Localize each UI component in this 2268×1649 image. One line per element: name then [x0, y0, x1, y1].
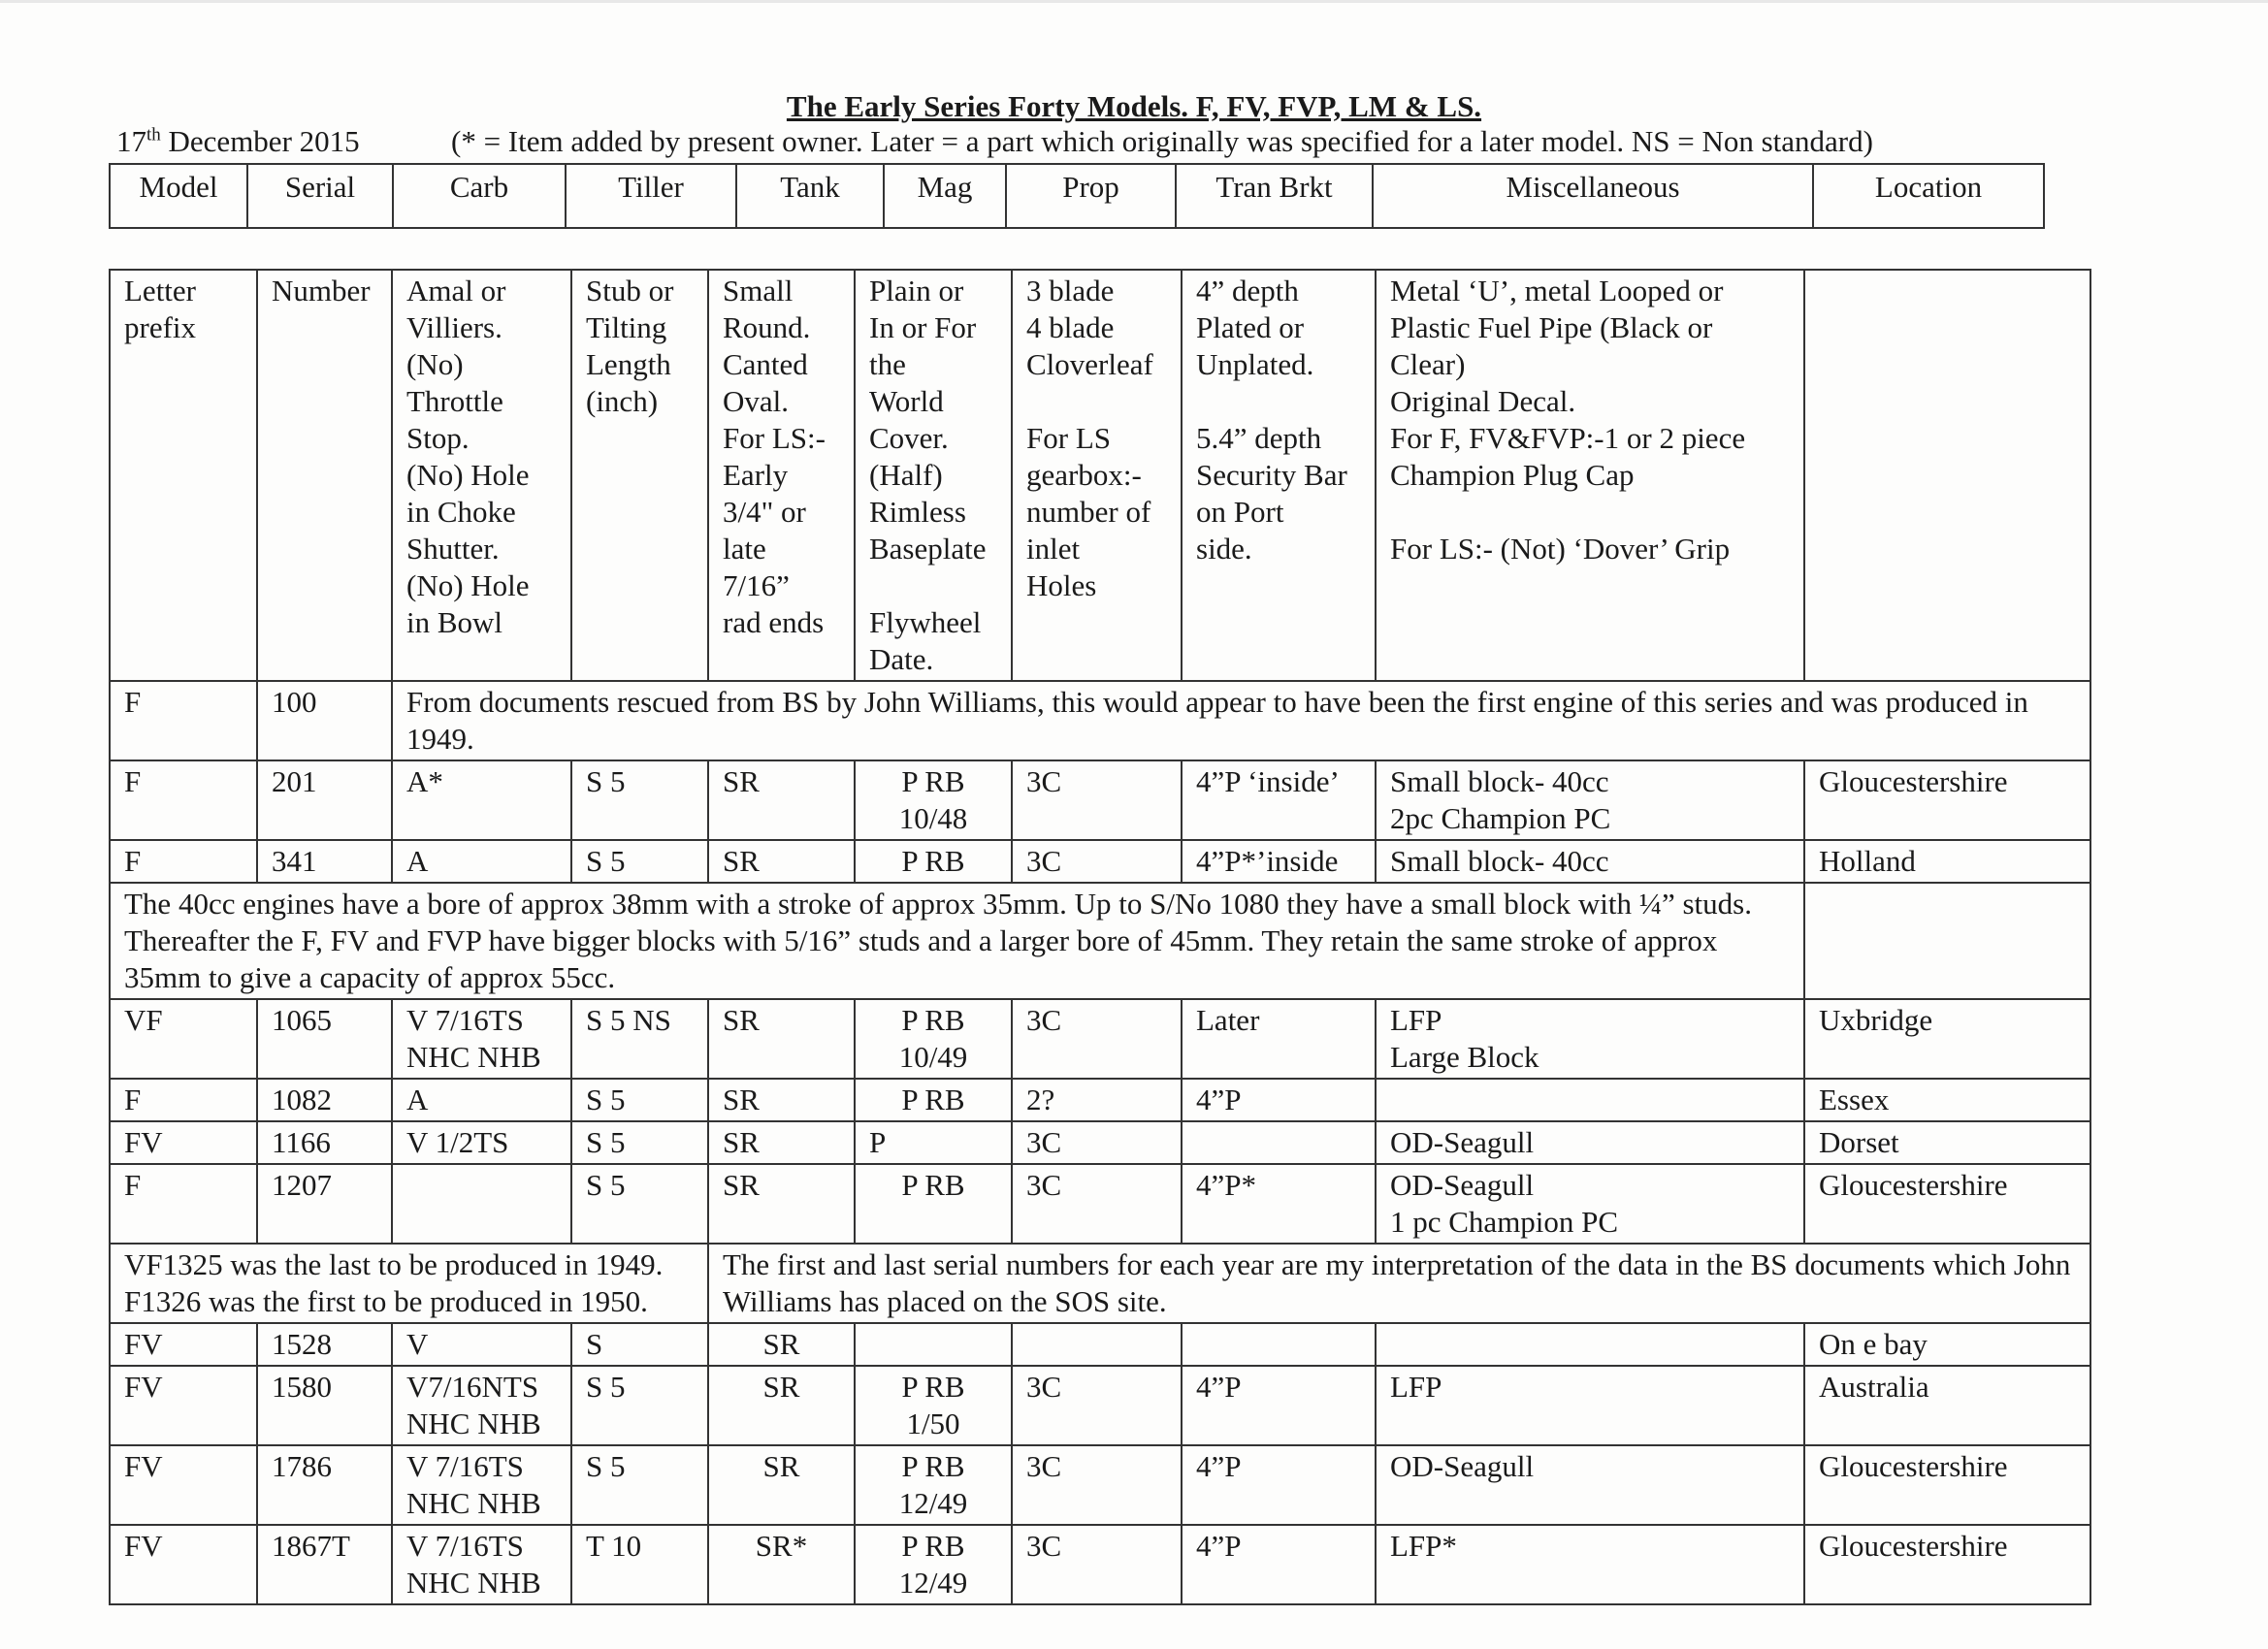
cell-location — [1804, 883, 2090, 999]
header-tiller: Tiller — [566, 164, 736, 228]
cell-tiller: S 5 — [571, 760, 708, 840]
cell-tank: SR — [708, 1323, 855, 1366]
cell-location: Gloucestershire — [1804, 1164, 2090, 1244]
key-mag: Plain or In or For the World Cover. (Half) Rimless Baseplate Flywheel Date. — [855, 270, 1012, 681]
key-tiller: Stub or Tilting Length (inch) — [571, 270, 708, 681]
cell-carb: V 7/16TS NHC NHB — [392, 1445, 571, 1525]
cell-serial: 1082 — [257, 1079, 392, 1121]
cell-location: Holland — [1804, 840, 2090, 883]
cell-mag: P RB — [855, 1164, 1012, 1244]
cell-miscellaneous — [1376, 1079, 1804, 1121]
cell-tank: SR — [708, 1079, 855, 1121]
cell-carb: V7/16NTS NHC NHB — [392, 1366, 571, 1445]
cell-mag: P RB 1/50 — [855, 1366, 1012, 1445]
cell-tank: SR* — [708, 1525, 855, 1604]
header-mag: Mag — [884, 164, 1006, 228]
cell-model: F — [110, 1164, 257, 1244]
table-row — [110, 1445, 2090, 1525]
cell-carb: V 1/2TS — [392, 1121, 571, 1164]
cell-carb: A* — [392, 760, 571, 840]
cell-mag: P RB — [855, 1079, 1012, 1121]
table-row — [110, 1366, 2090, 1445]
table-row — [110, 681, 2090, 760]
cell-tran-brkt: 4”P — [1182, 1445, 1376, 1525]
cell-tank: SR — [708, 1164, 855, 1244]
cell-model: FV — [110, 1525, 257, 1604]
cell-location: Gloucestershire — [1804, 1445, 2090, 1525]
cell-tiller: S 5 — [571, 1121, 708, 1164]
table-row — [110, 840, 2090, 883]
header-miscellaneous: Miscellaneous — [1373, 164, 1813, 228]
cell-model: VF — [110, 999, 257, 1079]
cell-miscellaneous: OD-Seagull 1 pc Champion PC — [1376, 1164, 1804, 1244]
cell-serial: 341 — [257, 840, 392, 883]
document-date: 17th December 2015 — [116, 124, 360, 158]
cell-mag: P RB 12/49 — [855, 1445, 1012, 1525]
key-row — [110, 270, 2090, 681]
cell-location: Uxbridge — [1804, 999, 2090, 1079]
header-model: Model — [110, 164, 247, 228]
cell-miscellaneous: OD-Seagull — [1376, 1445, 1804, 1525]
cell-tank: SR — [708, 840, 855, 883]
column-header-table — [109, 163, 2045, 229]
cell-prop: 2? — [1012, 1079, 1182, 1121]
scan-edge — [0, 0, 2268, 3]
cell-mag: P RB 10/48 — [855, 760, 1012, 840]
note-40cc-engines: The 40cc engines have a bore of approx 38mm with a stroke of approx 35mm. Up to S/No 1080 they have a small block with ¼” studs. Thereafter the F, FV and FVP have bigger blocks with 5/16” studs and a larger bore of 45mm. They retain the same stroke of approx 35mm to give a capacity of approx 55cc. — [110, 883, 1804, 999]
cell-mag — [855, 1323, 1012, 1366]
cell-carb: A — [392, 840, 571, 883]
cell-location: Essex — [1804, 1079, 2090, 1121]
cell-model: FV — [110, 1445, 257, 1525]
key-tran-brkt: 4” depth Plated or Unplated. 5.4” depth Security Bar on Port side. — [1182, 270, 1376, 681]
cell-tran-brkt: 4”P*’inside — [1182, 840, 1376, 883]
table-row — [110, 1525, 2090, 1604]
header-serial: Serial — [247, 164, 393, 228]
cell-carb: V — [392, 1323, 571, 1366]
note-serial-interpretation: The first and last serial numbers for each year are my interpretation of the data in the BS documents which John Williams has placed on the SOS site. — [708, 1244, 2090, 1323]
table-row — [110, 1323, 2090, 1366]
cell-prop — [1012, 1323, 1182, 1366]
cell-tank: SR — [708, 999, 855, 1079]
key-model: Letter prefix — [110, 270, 257, 681]
key-tank: Small Round. Canted Oval. For LS:- Early 3/4" or late 7/16” rad ends — [708, 270, 855, 681]
cell-prop: 3C — [1012, 1121, 1182, 1164]
cell-tran-brkt: 4”P — [1182, 1366, 1376, 1445]
table-row — [110, 1121, 2090, 1164]
cell-note: From documents rescued from BS by John Williams, this would appear to have been the first engine of this series and was produced in 1949. — [392, 681, 2090, 760]
table-row — [110, 999, 2090, 1079]
cell-tiller: S 5 NS — [571, 999, 708, 1079]
cell-model: F — [110, 1079, 257, 1121]
key-carb: Amal or Villiers. (No) Throttle Stop. (No) Hole in Choke Shutter. (No) Hole in Bowl — [392, 270, 571, 681]
cell-model: F — [110, 681, 257, 760]
key-location — [1804, 270, 2090, 681]
cell-tiller: S 5 — [571, 1445, 708, 1525]
cell-tran-brkt: Later — [1182, 999, 1376, 1079]
legend-note: (* = Item added by present owner. Later = a part which originally was specified for a later model. NS = Non standard) — [451, 124, 1873, 158]
cell-tiller: S 5 — [571, 1164, 708, 1244]
cell-miscellaneous: OD-Seagull — [1376, 1121, 1804, 1164]
cell-tran-brkt — [1182, 1121, 1376, 1164]
document-title: The Early Series Forty Models. F, FV, FVP, LM & LS. — [786, 89, 1482, 123]
cell-location: Gloucestershire — [1804, 760, 2090, 840]
note-row — [110, 1244, 2090, 1323]
subtitle-line — [116, 124, 2057, 159]
cell-serial: 1786 — [257, 1445, 392, 1525]
cell-serial: 1580 — [257, 1366, 392, 1445]
cell-tank: SR — [708, 1121, 855, 1164]
table-row — [110, 760, 2090, 840]
note-row — [110, 883, 2090, 999]
cell-serial: 100 — [257, 681, 392, 760]
header-tran-brkt: Tran Brkt — [1176, 164, 1373, 228]
note-1949-1950: VF1325 was the last to be produced in 1949. F1326 was the first to be produced in 1950. — [110, 1244, 708, 1323]
cell-serial: 201 — [257, 760, 392, 840]
cell-tran-brkt — [1182, 1323, 1376, 1366]
cell-serial: 1166 — [257, 1121, 392, 1164]
cell-serial: 1867T — [257, 1525, 392, 1604]
cell-carb — [392, 1164, 571, 1244]
cell-mag: P RB 10/49 — [855, 999, 1012, 1079]
cell-tiller: S 5 — [571, 1079, 708, 1121]
cell-model: FV — [110, 1323, 257, 1366]
cell-serial: 1207 — [257, 1164, 392, 1244]
cell-serial: 1065 — [257, 999, 392, 1079]
cell-prop: 3C — [1012, 999, 1182, 1079]
header-carb: Carb — [393, 164, 566, 228]
cell-prop: 3C — [1012, 1525, 1182, 1604]
cell-prop: 3C — [1012, 760, 1182, 840]
cell-miscellaneous: LFP* — [1376, 1525, 1804, 1604]
cell-model: FV — [110, 1121, 257, 1164]
cell-serial: 1528 — [257, 1323, 392, 1366]
cell-prop: 3C — [1012, 1366, 1182, 1445]
cell-miscellaneous: LFP — [1376, 1366, 1804, 1445]
cell-model: F — [110, 840, 257, 883]
cell-tiller: S — [571, 1323, 708, 1366]
table-row — [110, 1079, 2090, 1121]
cell-miscellaneous — [1376, 1323, 1804, 1366]
cell-tiller: T 10 — [571, 1525, 708, 1604]
cell-tiller: S 5 — [571, 1366, 708, 1445]
engine-table — [109, 269, 2091, 1605]
key-miscellaneous: Metal ‘U’, metal Looped or Plastic Fuel Pipe (Black or Clear) Original Decal. For F, FV&FVP:-1 or 2 piece Champion Plug Cap For LS:- (Not) ‘Dover’ Grip — [1376, 270, 1804, 681]
cell-location: On e bay — [1804, 1323, 2090, 1366]
cell-carb: V 7/16TS NHC NHB — [392, 1525, 571, 1604]
cell-location: Australia — [1804, 1366, 2090, 1445]
cell-prop: 3C — [1012, 1445, 1182, 1525]
cell-carb: A — [392, 1079, 571, 1121]
table-row — [110, 1164, 2090, 1244]
cell-tran-brkt: 4”P ‘inside’ — [1182, 760, 1376, 840]
cell-model: FV — [110, 1366, 257, 1445]
cell-model: F — [110, 760, 257, 840]
cell-tank: SR — [708, 1445, 855, 1525]
header-location: Location — [1813, 164, 2044, 228]
cell-mag: P — [855, 1121, 1012, 1164]
cell-tiller: S 5 — [571, 840, 708, 883]
cell-prop: 3C — [1012, 1164, 1182, 1244]
cell-tran-brkt: 4”P — [1182, 1079, 1376, 1121]
cell-miscellaneous: Small block- 40cc — [1376, 840, 1804, 883]
cell-tran-brkt: 4”P — [1182, 1525, 1376, 1604]
cell-location: Gloucestershire — [1804, 1525, 2090, 1604]
header-prop: Prop — [1006, 164, 1176, 228]
cell-miscellaneous: Small block- 40cc 2pc Champion PC — [1376, 760, 1804, 840]
cell-carb: V 7/16TS NHC NHB — [392, 999, 571, 1079]
key-serial: Number — [257, 270, 392, 681]
cell-mag: P RB — [855, 840, 1012, 883]
cell-tank: SR — [708, 1366, 855, 1445]
cell-miscellaneous: LFP Large Block — [1376, 999, 1804, 1079]
cell-mag: P RB 12/49 — [855, 1525, 1012, 1604]
cell-prop: 3C — [1012, 840, 1182, 883]
cell-location: Dorset — [1804, 1121, 2090, 1164]
cell-tank: SR — [708, 760, 855, 840]
header-tank: Tank — [736, 164, 884, 228]
key-prop: 3 blade 4 blade Cloverleaf For LS gearbox:- number of inlet Holes — [1012, 270, 1182, 681]
cell-tran-brkt: 4”P* — [1182, 1164, 1376, 1244]
